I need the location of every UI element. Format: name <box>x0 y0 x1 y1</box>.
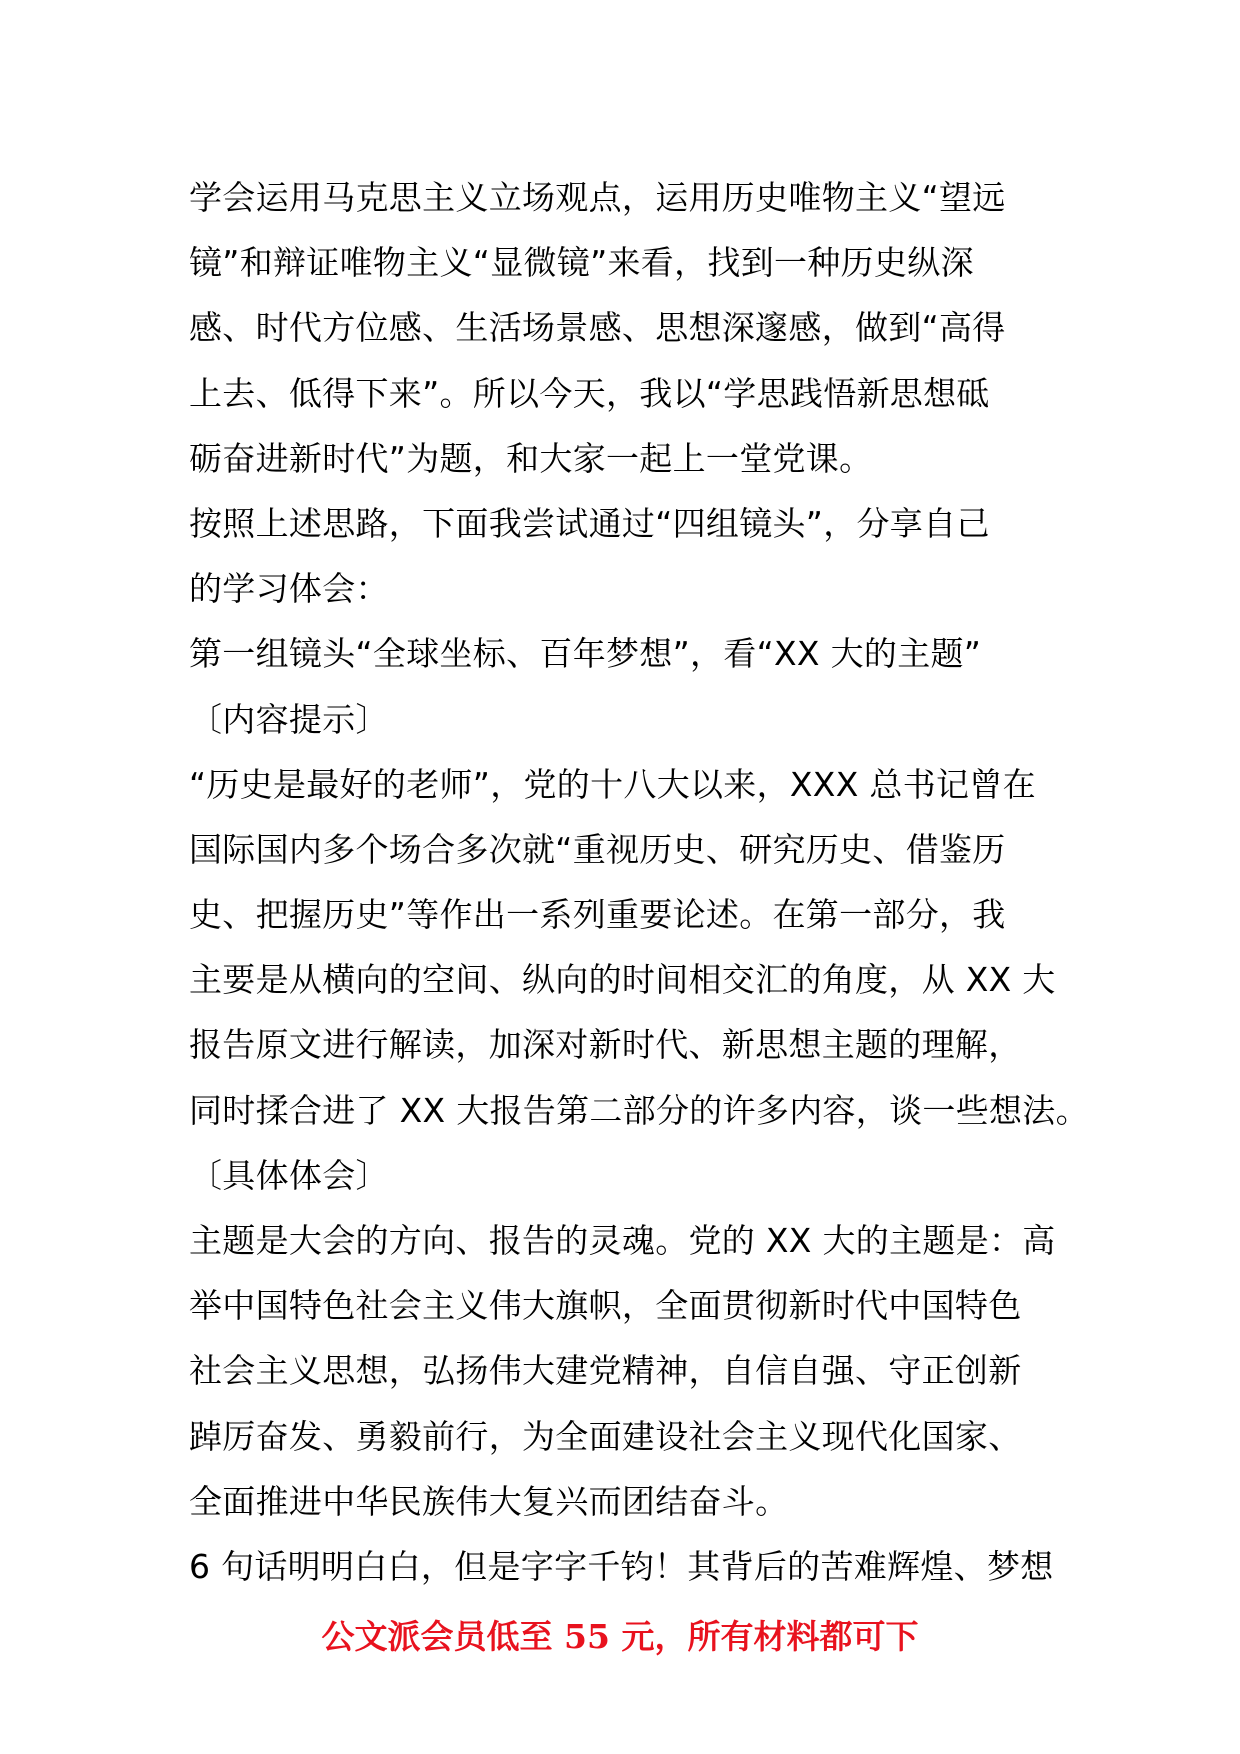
text-line: 报告原文进行解读，加深对新时代、新思想主题的理解， <box>189 1025 1022 1065</box>
subheading: 〔具体体会〕 <box>189 1155 389 1195</box>
text-line: 举中国特色社会主义伟大旗帜，全面贯彻新时代中国特色 <box>189 1286 1022 1326</box>
document-body <box>189 165 1089 1599</box>
text-line: 按照上述思路，下面我尝试通过“四组镜头”，分享自己 <box>189 503 990 543</box>
text-line: 镜”和辩证唯物主义“显微镜”来看，找到一种历史纵深 <box>189 243 974 283</box>
section-heading: 第一组镜头“全球坐标、百年梦想”，看“XX 大的主题” <box>189 634 982 674</box>
text-line: 6 句话明明白白，但是字字千钧！其背后的苦难辉煌、梦想 <box>189 1546 1054 1586</box>
text-line: 的学习体会： <box>189 569 389 609</box>
text-line: 同时揉合进了 XX 大报告第二部分的许多内容，谈一些想法。 <box>189 1090 1089 1130</box>
text-line: “历史是最好的老师”，党的十八大以来，XXX 总书记曾在 <box>189 764 1036 804</box>
text-line: 感、时代方位感、生活场景感、思想深邃感，做到“高得 <box>189 308 1006 348</box>
text-line: 学会运用马克思主义立场观点，运用历史唯物主义“望远 <box>189 178 1006 217</box>
text-line: 主题是大会的方向、报告的灵魂。党的 XX 大的主题是：高 <box>189 1221 1056 1260</box>
subheading: 〔内容提示〕 <box>189 699 389 739</box>
text-line: 国际国内多个场合多次就“重视历史、研究历史、借鉴历 <box>189 829 1006 869</box>
text-line: 全面推进中华民族伟大复兴而团结奋斗。 <box>189 1481 789 1521</box>
promo-footer: 公文派会员低至 55 元，所有材料都可下 <box>321 1617 919 1656</box>
text-line: 砺奋进新时代”为题，和大家一起上一堂党课。 <box>189 438 873 478</box>
text-line: 史、把握历史”等作出一系列重要论述。在第一部分，我 <box>189 895 1006 935</box>
text-line: 主要是从横向的空间、纵向的时间相交汇的角度，从 XX 大 <box>189 960 1056 1000</box>
text-line: 社会主义思想，弘扬伟大建党精神，自信自强、守正创新 <box>189 1351 1022 1391</box>
text-line: 上去、低得下来”。所以今天，我以“学思践悟新思想砥 <box>189 373 990 413</box>
text-line: 踔厉奋发、勇毅前行，为全面建设社会主义现代化国家、 <box>189 1416 1022 1456</box>
